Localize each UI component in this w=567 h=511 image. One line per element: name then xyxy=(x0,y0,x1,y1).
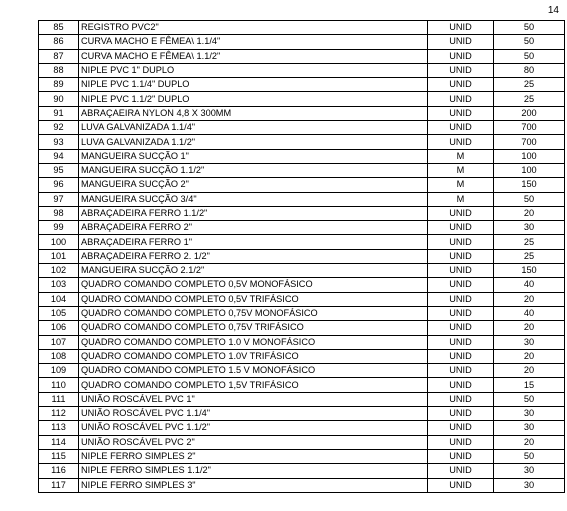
table-row xyxy=(39,178,565,192)
table-row xyxy=(39,349,565,363)
item-number-cell: 104 xyxy=(39,292,79,306)
item-number-cell: 93 xyxy=(39,135,79,149)
item-unit-cell: UNID xyxy=(428,335,494,349)
item-description-cell: MANGUEIRA SUCÇÃO 3/4" xyxy=(79,192,428,206)
item-unit-cell: UNID xyxy=(428,464,494,478)
item-unit-cell: UNID xyxy=(428,478,494,492)
item-quantity-cell: 40 xyxy=(494,306,565,320)
table-row xyxy=(39,335,565,349)
table-row xyxy=(39,206,565,220)
item-quantity-cell: 20 xyxy=(494,364,565,378)
table-row xyxy=(39,321,565,335)
item-description-cell: UNIÃO ROSCÁVEL PVC 2" xyxy=(79,435,428,449)
item-quantity-cell: 100 xyxy=(494,163,565,177)
table-row xyxy=(39,407,565,421)
item-number-cell: 110 xyxy=(39,378,79,392)
item-quantity-cell: 150 xyxy=(494,178,565,192)
item-quantity-cell: 150 xyxy=(494,264,565,278)
table-row xyxy=(39,121,565,135)
item-quantity-cell: 700 xyxy=(494,135,565,149)
table-row xyxy=(39,378,565,392)
item-quantity-cell: 15 xyxy=(494,378,565,392)
item-description-cell: QUADRO COMANDO COMPLETO 1.5 V MONOFÁSICO xyxy=(79,364,428,378)
item-quantity-cell: 20 xyxy=(494,435,565,449)
table-row xyxy=(39,292,565,306)
item-unit-cell: UNID xyxy=(428,264,494,278)
item-description-cell: QUADRO COMANDO COMPLETO 0,75V MONOFÁSICO xyxy=(79,306,428,320)
item-number-cell: 90 xyxy=(39,92,79,106)
item-description-cell: NIPLE PVC 1.1/4" DUPLO xyxy=(79,78,428,92)
table-row xyxy=(39,163,565,177)
item-description-cell: QUADRO COMANDO COMPLETO 0,5V MONOFÁSICO xyxy=(79,278,428,292)
table-row xyxy=(39,192,565,206)
item-number-cell: 111 xyxy=(39,392,79,406)
item-description-cell: NIPLE PVC 1" DUPLO xyxy=(79,63,428,77)
item-unit-cell: UNID xyxy=(428,78,494,92)
item-unit-cell: UNID xyxy=(428,349,494,363)
item-description-cell: REGISTRO PVC2" xyxy=(79,21,428,35)
item-unit-cell: UNID xyxy=(428,21,494,35)
table-row xyxy=(39,92,565,106)
table-row xyxy=(39,106,565,120)
item-description-cell: LUVA GALVANIZADA 1.1/2" xyxy=(79,135,428,149)
item-quantity-cell: 50 xyxy=(494,392,565,406)
item-number-cell: 91 xyxy=(39,106,79,120)
item-number-cell: 89 xyxy=(39,78,79,92)
item-number-cell: 105 xyxy=(39,306,79,320)
item-unit-cell: UNID xyxy=(428,278,494,292)
item-description-cell: NIPLE FERRO SIMPLES 1.1/2" xyxy=(79,464,428,478)
item-description-cell: UNIÃO ROSCÁVEL PVC 1" xyxy=(79,392,428,406)
item-number-cell: 109 xyxy=(39,364,79,378)
table-row xyxy=(39,278,565,292)
item-description-cell: UNIÃO ROSCÁVEL PVC 1.1/4" xyxy=(79,407,428,421)
items-table xyxy=(38,20,565,493)
table-row xyxy=(39,49,565,63)
item-quantity-cell: 25 xyxy=(494,235,565,249)
item-unit-cell: UNID xyxy=(428,364,494,378)
item-unit-cell: UNID xyxy=(428,63,494,77)
item-description-cell: CURVA MACHO E FÊMEA\ 1.1/2" xyxy=(79,49,428,63)
item-unit-cell: UNID xyxy=(428,449,494,463)
item-number-cell: 113 xyxy=(39,421,79,435)
item-unit-cell: UNID xyxy=(428,235,494,249)
item-description-cell: UNIÃO ROSCÁVEL PVC 1.1/2" xyxy=(79,421,428,435)
item-description-cell: NIPLE FERRO SIMPLES 3" xyxy=(79,478,428,492)
table-row xyxy=(39,306,565,320)
table-row xyxy=(39,63,565,77)
table-row xyxy=(39,249,565,263)
item-unit-cell: UNID xyxy=(428,292,494,306)
item-unit-cell: UNID xyxy=(428,92,494,106)
item-description-cell: QUADRO COMANDO COMPLETO 1.0V TRIFÁSICO xyxy=(79,349,428,363)
item-quantity-cell: 40 xyxy=(494,278,565,292)
item-quantity-cell: 20 xyxy=(494,292,565,306)
item-number-cell: 97 xyxy=(39,192,79,206)
item-description-cell: QUADRO COMANDO COMPLETO 0,5V TRIFÁSICO xyxy=(79,292,428,306)
item-description-cell: MANGUEIRA SUCÇÃO 1.1/2" xyxy=(79,163,428,177)
item-description-cell: NIPLE PVC 1.1/2" DUPLO xyxy=(79,92,428,106)
item-unit-cell: UNID xyxy=(428,106,494,120)
item-quantity-cell: 25 xyxy=(494,249,565,263)
item-unit-cell: UNID xyxy=(428,378,494,392)
item-unit-cell: UNID xyxy=(428,135,494,149)
item-number-cell: 116 xyxy=(39,464,79,478)
item-description-cell: QUADRO COMANDO COMPLETO 1,5V TRIFÁSICO xyxy=(79,378,428,392)
items-table-body xyxy=(39,21,565,493)
item-unit-cell: M xyxy=(428,192,494,206)
item-number-cell: 100 xyxy=(39,235,79,249)
item-number-cell: 87 xyxy=(39,49,79,63)
item-number-cell: 96 xyxy=(39,178,79,192)
table-row xyxy=(39,21,565,35)
item-quantity-cell: 100 xyxy=(494,149,565,163)
item-quantity-cell: 30 xyxy=(494,464,565,478)
table-row xyxy=(39,421,565,435)
item-quantity-cell: 30 xyxy=(494,421,565,435)
item-unit-cell: UNID xyxy=(428,435,494,449)
table-row xyxy=(39,135,565,149)
item-number-cell: 85 xyxy=(39,21,79,35)
page-number: 14 xyxy=(547,5,559,16)
item-description-cell: QUADRO COMANDO COMPLETO 0,75V TRIFÁSICO xyxy=(79,321,428,335)
item-quantity-cell: 700 xyxy=(494,121,565,135)
item-quantity-cell: 20 xyxy=(494,349,565,363)
item-number-cell: 103 xyxy=(39,278,79,292)
item-unit-cell: UNID xyxy=(428,321,494,335)
table-row xyxy=(39,235,565,249)
item-quantity-cell: 20 xyxy=(494,321,565,335)
item-number-cell: 107 xyxy=(39,335,79,349)
item-unit-cell: UNID xyxy=(428,421,494,435)
item-quantity-cell: 30 xyxy=(494,335,565,349)
item-number-cell: 115 xyxy=(39,449,79,463)
item-unit-cell: UNID xyxy=(428,306,494,320)
item-unit-cell: M xyxy=(428,163,494,177)
item-description-cell: NIPLE FERRO SIMPLES 2" xyxy=(79,449,428,463)
item-description-cell: ABRAÇADEIRA FERRO 1" xyxy=(79,235,428,249)
item-unit-cell: UNID xyxy=(428,49,494,63)
item-number-cell: 114 xyxy=(39,435,79,449)
table-row xyxy=(39,78,565,92)
item-unit-cell: UNID xyxy=(428,221,494,235)
item-unit-cell: M xyxy=(428,149,494,163)
item-quantity-cell: 50 xyxy=(494,449,565,463)
item-number-cell: 108 xyxy=(39,349,79,363)
item-number-cell: 106 xyxy=(39,321,79,335)
item-number-cell: 112 xyxy=(39,407,79,421)
item-quantity-cell: 50 xyxy=(494,192,565,206)
table-row xyxy=(39,149,565,163)
item-quantity-cell: 30 xyxy=(494,478,565,492)
table-row xyxy=(39,464,565,478)
table-row xyxy=(39,264,565,278)
item-quantity-cell: 80 xyxy=(494,63,565,77)
item-description-cell: CURVA MACHO E FÊMEA\ 1.1/4" xyxy=(79,35,428,49)
item-quantity-cell: 200 xyxy=(494,106,565,120)
item-quantity-cell: 30 xyxy=(494,407,565,421)
item-number-cell: 95 xyxy=(39,163,79,177)
item-description-cell: ABRAÇADEIRA FERRO 2" xyxy=(79,221,428,235)
table-row xyxy=(39,449,565,463)
item-number-cell: 101 xyxy=(39,249,79,263)
item-number-cell: 102 xyxy=(39,264,79,278)
item-number-cell: 99 xyxy=(39,221,79,235)
item-number-cell: 86 xyxy=(39,35,79,49)
table-row xyxy=(39,478,565,492)
item-quantity-cell: 50 xyxy=(494,21,565,35)
item-unit-cell: UNID xyxy=(428,121,494,135)
table-row xyxy=(39,35,565,49)
item-description-cell: ABRAÇAEIRA NYLON 4,8 X 300MM xyxy=(79,106,428,120)
item-number-cell: 117 xyxy=(39,478,79,492)
item-description-cell: MANGUEIRA SUCÇÃO 2.1/2" xyxy=(79,264,428,278)
item-quantity-cell: 25 xyxy=(494,92,565,106)
item-unit-cell: UNID xyxy=(428,407,494,421)
item-number-cell: 88 xyxy=(39,63,79,77)
item-unit-cell: UNID xyxy=(428,249,494,263)
item-number-cell: 94 xyxy=(39,149,79,163)
item-number-cell: 98 xyxy=(39,206,79,220)
item-description-cell: QUADRO COMANDO COMPLETO 1.0 V MONOFÁSICO xyxy=(79,335,428,349)
item-quantity-cell: 50 xyxy=(494,35,565,49)
item-unit-cell: M xyxy=(428,178,494,192)
item-quantity-cell: 20 xyxy=(494,206,565,220)
item-description-cell: ABRAÇADEIRA FERRO 1.1/2" xyxy=(79,206,428,220)
table-row xyxy=(39,392,565,406)
item-quantity-cell: 25 xyxy=(494,78,565,92)
table-row xyxy=(39,221,565,235)
item-unit-cell: UNID xyxy=(428,392,494,406)
item-number-cell: 92 xyxy=(39,121,79,135)
table-row xyxy=(39,364,565,378)
item-unit-cell: UNID xyxy=(428,35,494,49)
item-unit-cell: UNID xyxy=(428,206,494,220)
table-row xyxy=(39,435,565,449)
item-description-cell: LUVA GALVANIZADA 1.1/4" xyxy=(79,121,428,135)
item-description-cell: ABRAÇADEIRA FERRO 2. 1/2" xyxy=(79,249,428,263)
item-description-cell: MANGUEIRA SUCÇÃO 1" xyxy=(79,149,428,163)
item-quantity-cell: 30 xyxy=(494,221,565,235)
item-quantity-cell: 50 xyxy=(494,49,565,63)
item-description-cell: MANGUEIRA SUCÇÃO 2" xyxy=(79,178,428,192)
